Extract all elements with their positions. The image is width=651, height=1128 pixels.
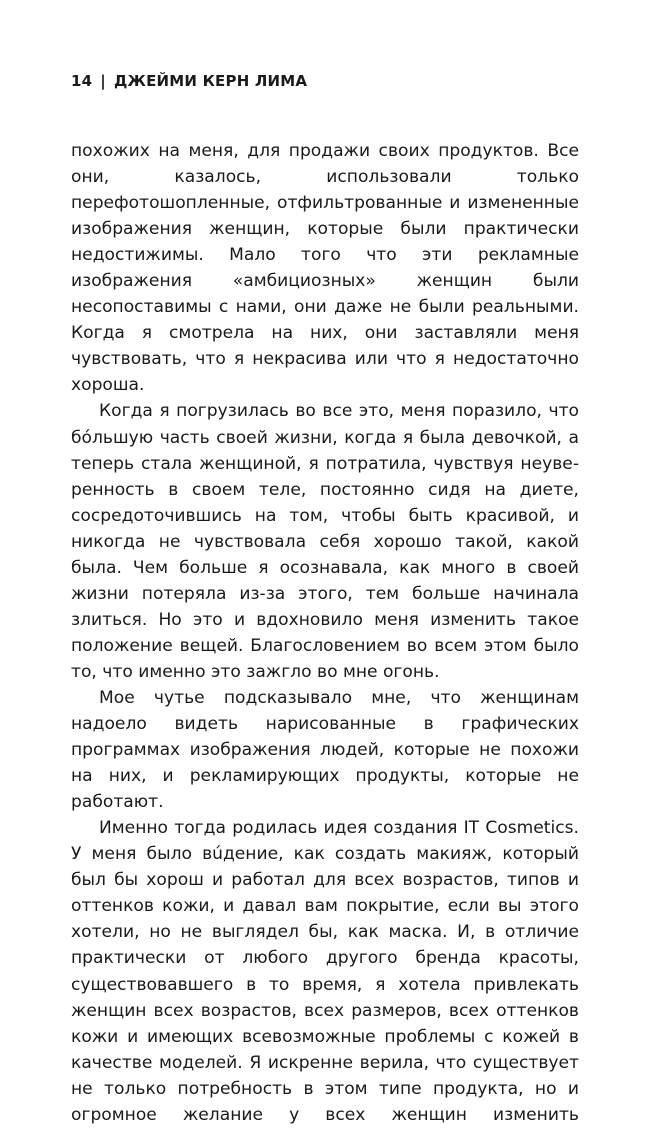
paragraph-1: похожих на меня, для продажи своих продуктов. Все они, казалось, использовали только перефотошопленные, отфильтрованные и измененные изображения женщин, которые были практически недостижимы. Мало того что эти рекламные изображения «амбициозных» женщин были несопоставимы с нами, они даже не были реальными. Когда я смотрела на них, они заставляли меня чувствовать, что я некрасива или что я недостаточно хороша. [71,141,579,396]
body-text [71,138,579,1128]
author-name: ДЖЕЙМИ КЕРН ЛИМА [113,72,308,90]
page-number: 14 [71,72,93,90]
running-head-separator: | [100,72,106,90]
paragraph-2: Когда я погрузилась во все это, меня поразило, что бóльшую часть своей жизни, когда я была девочкой, а теперь стала женщиной, я потратила, чувствуя неуверенность в своем теле, постоянно сидя на диете, сосредоточившись на том, чтобы быть красивой, и никогда не чувствовала себя хорошо такой, какой была. Чем больше я осознавала, как много в своей жизни потеряла из-за этого, тем больше начинала злиться. Но это и вдохновило меня изменить такое положение вещей. Благословением во всем этом было то, что именно это зажгло во мне огонь. [71,401,579,682]
paragraph-4: Именно тогда родилась идея создания IT Cosmetics. У меня было вúдение, как создать макияж, который был бы хорош и работал для всех возрастов, типов и оттенков кожи, и давал вам покрытие, если вы этого хотели, но не выглядел бы, как маска. И, в отличие практически от любого другого бренда красоты, существовавшего в то время, я хотела привлекать женщин всех возрастов, всех размеров, всех оттенков кожи и имеющих всевозможные проблемы с кожей в качестве моделей. Я искренне верила, что существует не только потребность в этом типе продукта, но и огромное желание у всех женщин изменить [71,818,579,1125]
running-head [71,72,307,90]
paragraph-3: Мое чутье подсказывало мне, что женщинам надоело видеть нарисованные в графических программах изображения людей, которые не похожи на них, и рекламирующих продукты, которые не работают. [71,687,579,813]
